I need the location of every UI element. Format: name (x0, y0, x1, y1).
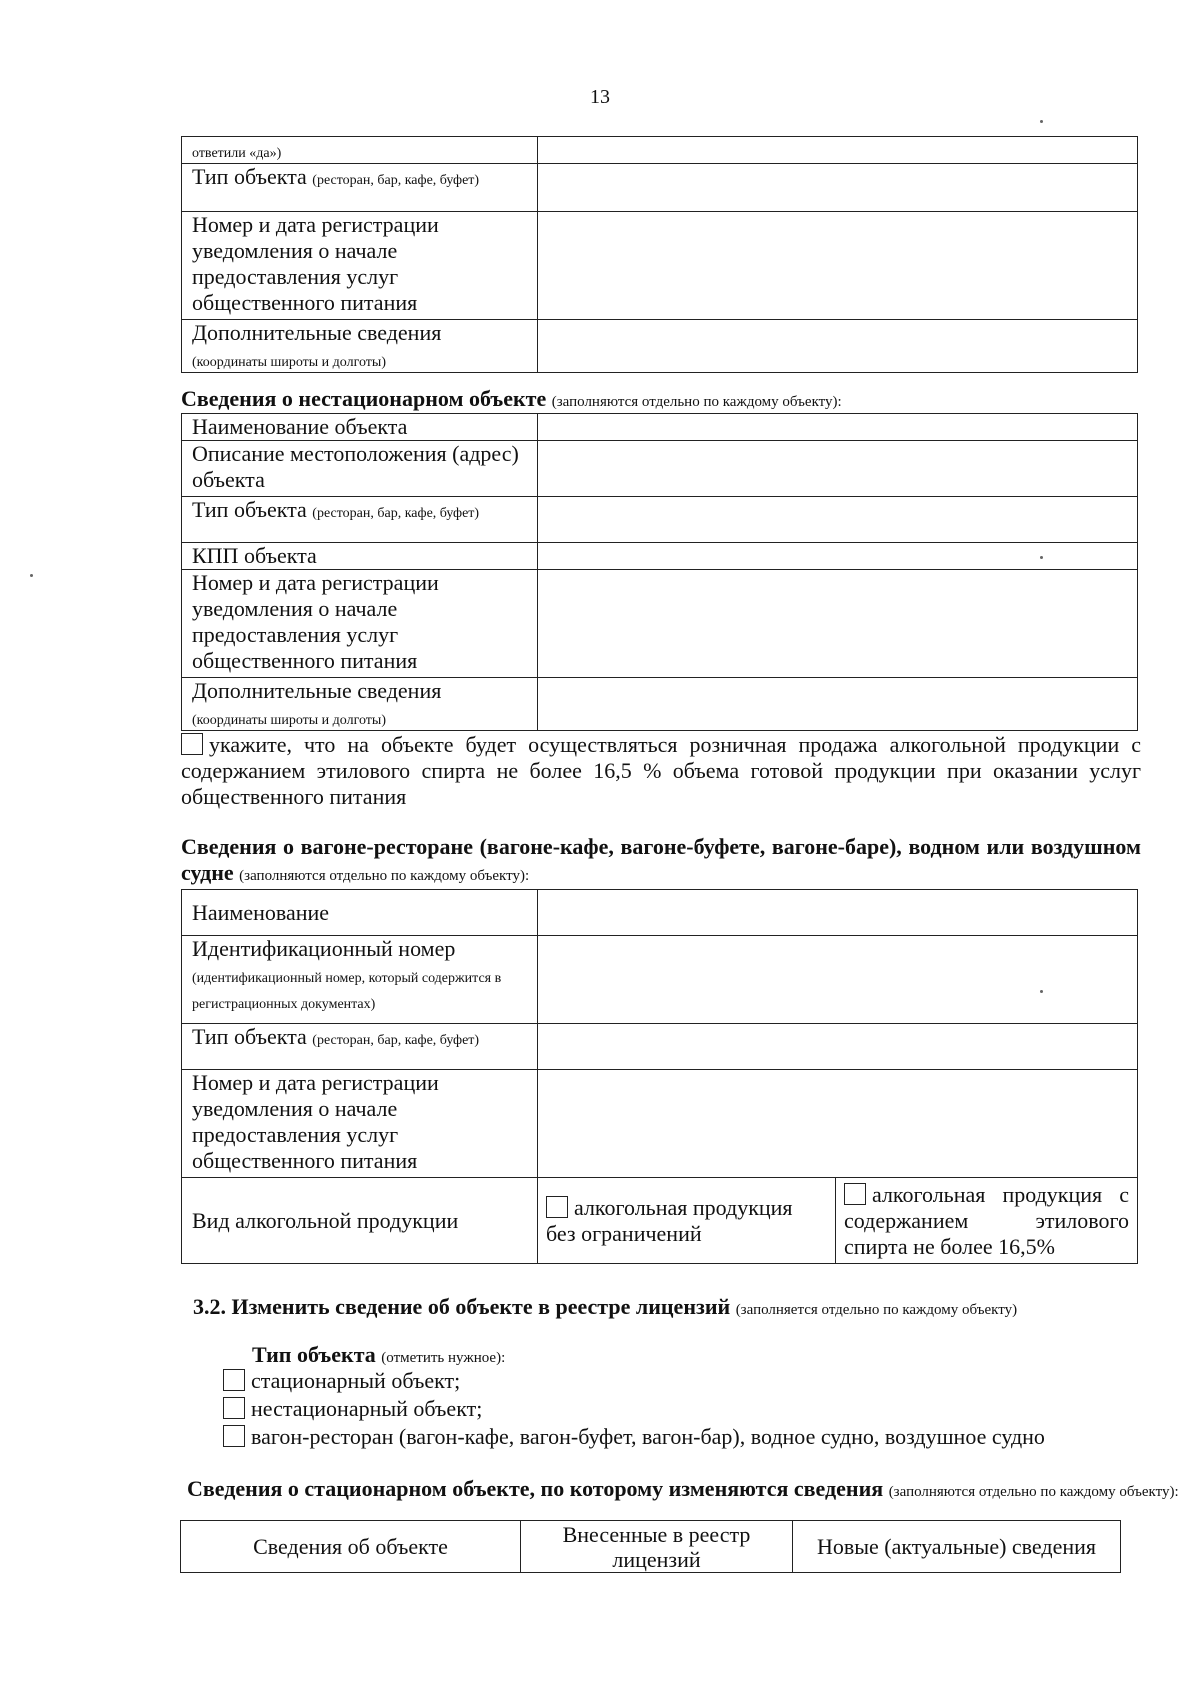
row-label: Номер и дата регистрации уведомления о начале предоставления услуг общественного питания (182, 1070, 538, 1178)
value-cell[interactable] (538, 414, 1138, 441)
table-row (182, 320, 1138, 373)
value-cell[interactable] (538, 497, 1138, 543)
value-cell[interactable] (538, 678, 1138, 731)
table-row (182, 497, 1138, 543)
value-cell[interactable] (538, 936, 1138, 1024)
alcohol-unlimited-checkbox[interactable] (546, 1196, 568, 1218)
table-row (182, 543, 1138, 570)
value-cell[interactable] (538, 890, 1138, 936)
alcohol-sale-checkbox[interactable] (181, 733, 203, 755)
value-cell[interactable] (538, 1024, 1138, 1070)
scan-speck (1040, 120, 1043, 123)
table-row (182, 212, 1138, 320)
table-wagon (181, 889, 1138, 1264)
row-label: КПП объекта (182, 543, 538, 570)
option-stationary: стационарный объект; (223, 1368, 460, 1394)
value-cell[interactable] (538, 543, 1138, 570)
table-row (182, 1070, 1138, 1178)
table-header-row (181, 1521, 1121, 1573)
table-row (182, 936, 1138, 1024)
wagon-checkbox[interactable] (223, 1425, 245, 1447)
row-label: Описание местоположения (адрес) объекта (182, 441, 538, 497)
row-label: Тип объекта (ресторан, бар, кафе, буфет) (182, 164, 538, 212)
table-row (182, 1024, 1138, 1070)
scan-speck (30, 574, 33, 577)
table-row (182, 414, 1138, 441)
row-label: Номер и дата регистрации уведомления о начале предоставления услуг общественного питания (182, 212, 538, 320)
table-row (182, 678, 1138, 731)
scan-speck (1040, 556, 1043, 559)
value-cell[interactable] (538, 441, 1138, 497)
nonstationary-heading: Сведения о нестационарном объекте (заполняются отдельно по каждому объекту): (181, 386, 842, 411)
value-cell[interactable] (538, 1070, 1138, 1178)
row-label: Номер и дата регистрации уведомления о начале предоставления услуг общественного питания (182, 570, 538, 678)
row-label: Идентификационный номер (идентификационный номер, который содержится в регистрационных документах) (182, 936, 538, 1024)
alcohol-limited-checkbox[interactable] (844, 1183, 866, 1205)
table-row (182, 890, 1138, 936)
value-cell[interactable] (538, 320, 1138, 373)
row-label: Вид алкогольной продукции (182, 1178, 538, 1264)
stationary-change-heading: Сведения о стационарном объекте, по которому изменяются сведения (заполняются отдельно по каждому объекту): (187, 1476, 1179, 1501)
table-row (182, 137, 1138, 164)
section-3-2-heading: 3.2. Изменить сведение об объекте в реестре лицензий (заполняется отдельно по каждому объекту) (193, 1294, 1018, 1319)
alcohol-sale-paragraph: укажите, что на объекте будет осуществляться розничная продажа алкогольной продукции с содержанием этилового спирта не более 16,5 % объема готовой продукции при оказании услуг общественного питания (181, 732, 1141, 809)
stationary-checkbox[interactable] (223, 1369, 245, 1391)
option-nonstationary: нестационарный объект; (223, 1396, 482, 1422)
column-header: Сведения об объекте (181, 1521, 521, 1573)
value-cell[interactable] (538, 137, 1138, 164)
row-label: ответили «да») (182, 137, 538, 164)
table-row (182, 441, 1138, 497)
table-nonstationary (181, 413, 1138, 731)
wagon-heading: Сведения о вагоне-ресторане (вагоне-кафе, вагоне-буфете, вагоне-баре), водном или воздушном судне (заполняются отдельно по каждому объекту): (181, 834, 1141, 885)
row-label: Наименование объекта (182, 414, 538, 441)
nonstationary-checkbox[interactable] (223, 1397, 245, 1419)
value-cell[interactable] (538, 212, 1138, 320)
row-label: Дополнительные сведения (координаты широты и долготы) (182, 320, 538, 373)
column-header: Новые (актуальные) сведения (793, 1521, 1121, 1573)
table-row (182, 570, 1138, 678)
table-stationary-change (180, 1520, 1121, 1573)
page-number: 13 (590, 86, 610, 108)
row-label: Тип объекта (ресторан, бар, кафе, буфет) (182, 1024, 538, 1070)
table-stationary-continued (181, 136, 1138, 373)
scan-speck (1040, 990, 1043, 993)
value-cell[interactable] (538, 570, 1138, 678)
table-row (182, 164, 1138, 212)
row-label: Тип объекта (ресторан, бар, кафе, буфет) (182, 497, 538, 543)
alcohol-option-unlimited: алкогольная продукция без ограничений (538, 1178, 836, 1264)
row-label: Наименование (182, 890, 538, 936)
alcohol-option-limited: алкогольная продукция с содержанием этилового спирта не более 16,5% (836, 1178, 1138, 1264)
row-label: Дополнительные сведения (координаты широты и долготы) (182, 678, 538, 731)
column-header: Внесенные в реестр лицензий (521, 1521, 793, 1573)
value-cell[interactable] (538, 164, 1138, 212)
table-row (182, 1178, 1138, 1264)
object-type-heading: Тип объекта (отметить нужное): (252, 1342, 506, 1367)
option-wagon: вагон-ресторан (вагон-кафе, вагон-буфет, вагон-бар), водное судно, воздушное судно (223, 1424, 1045, 1450)
